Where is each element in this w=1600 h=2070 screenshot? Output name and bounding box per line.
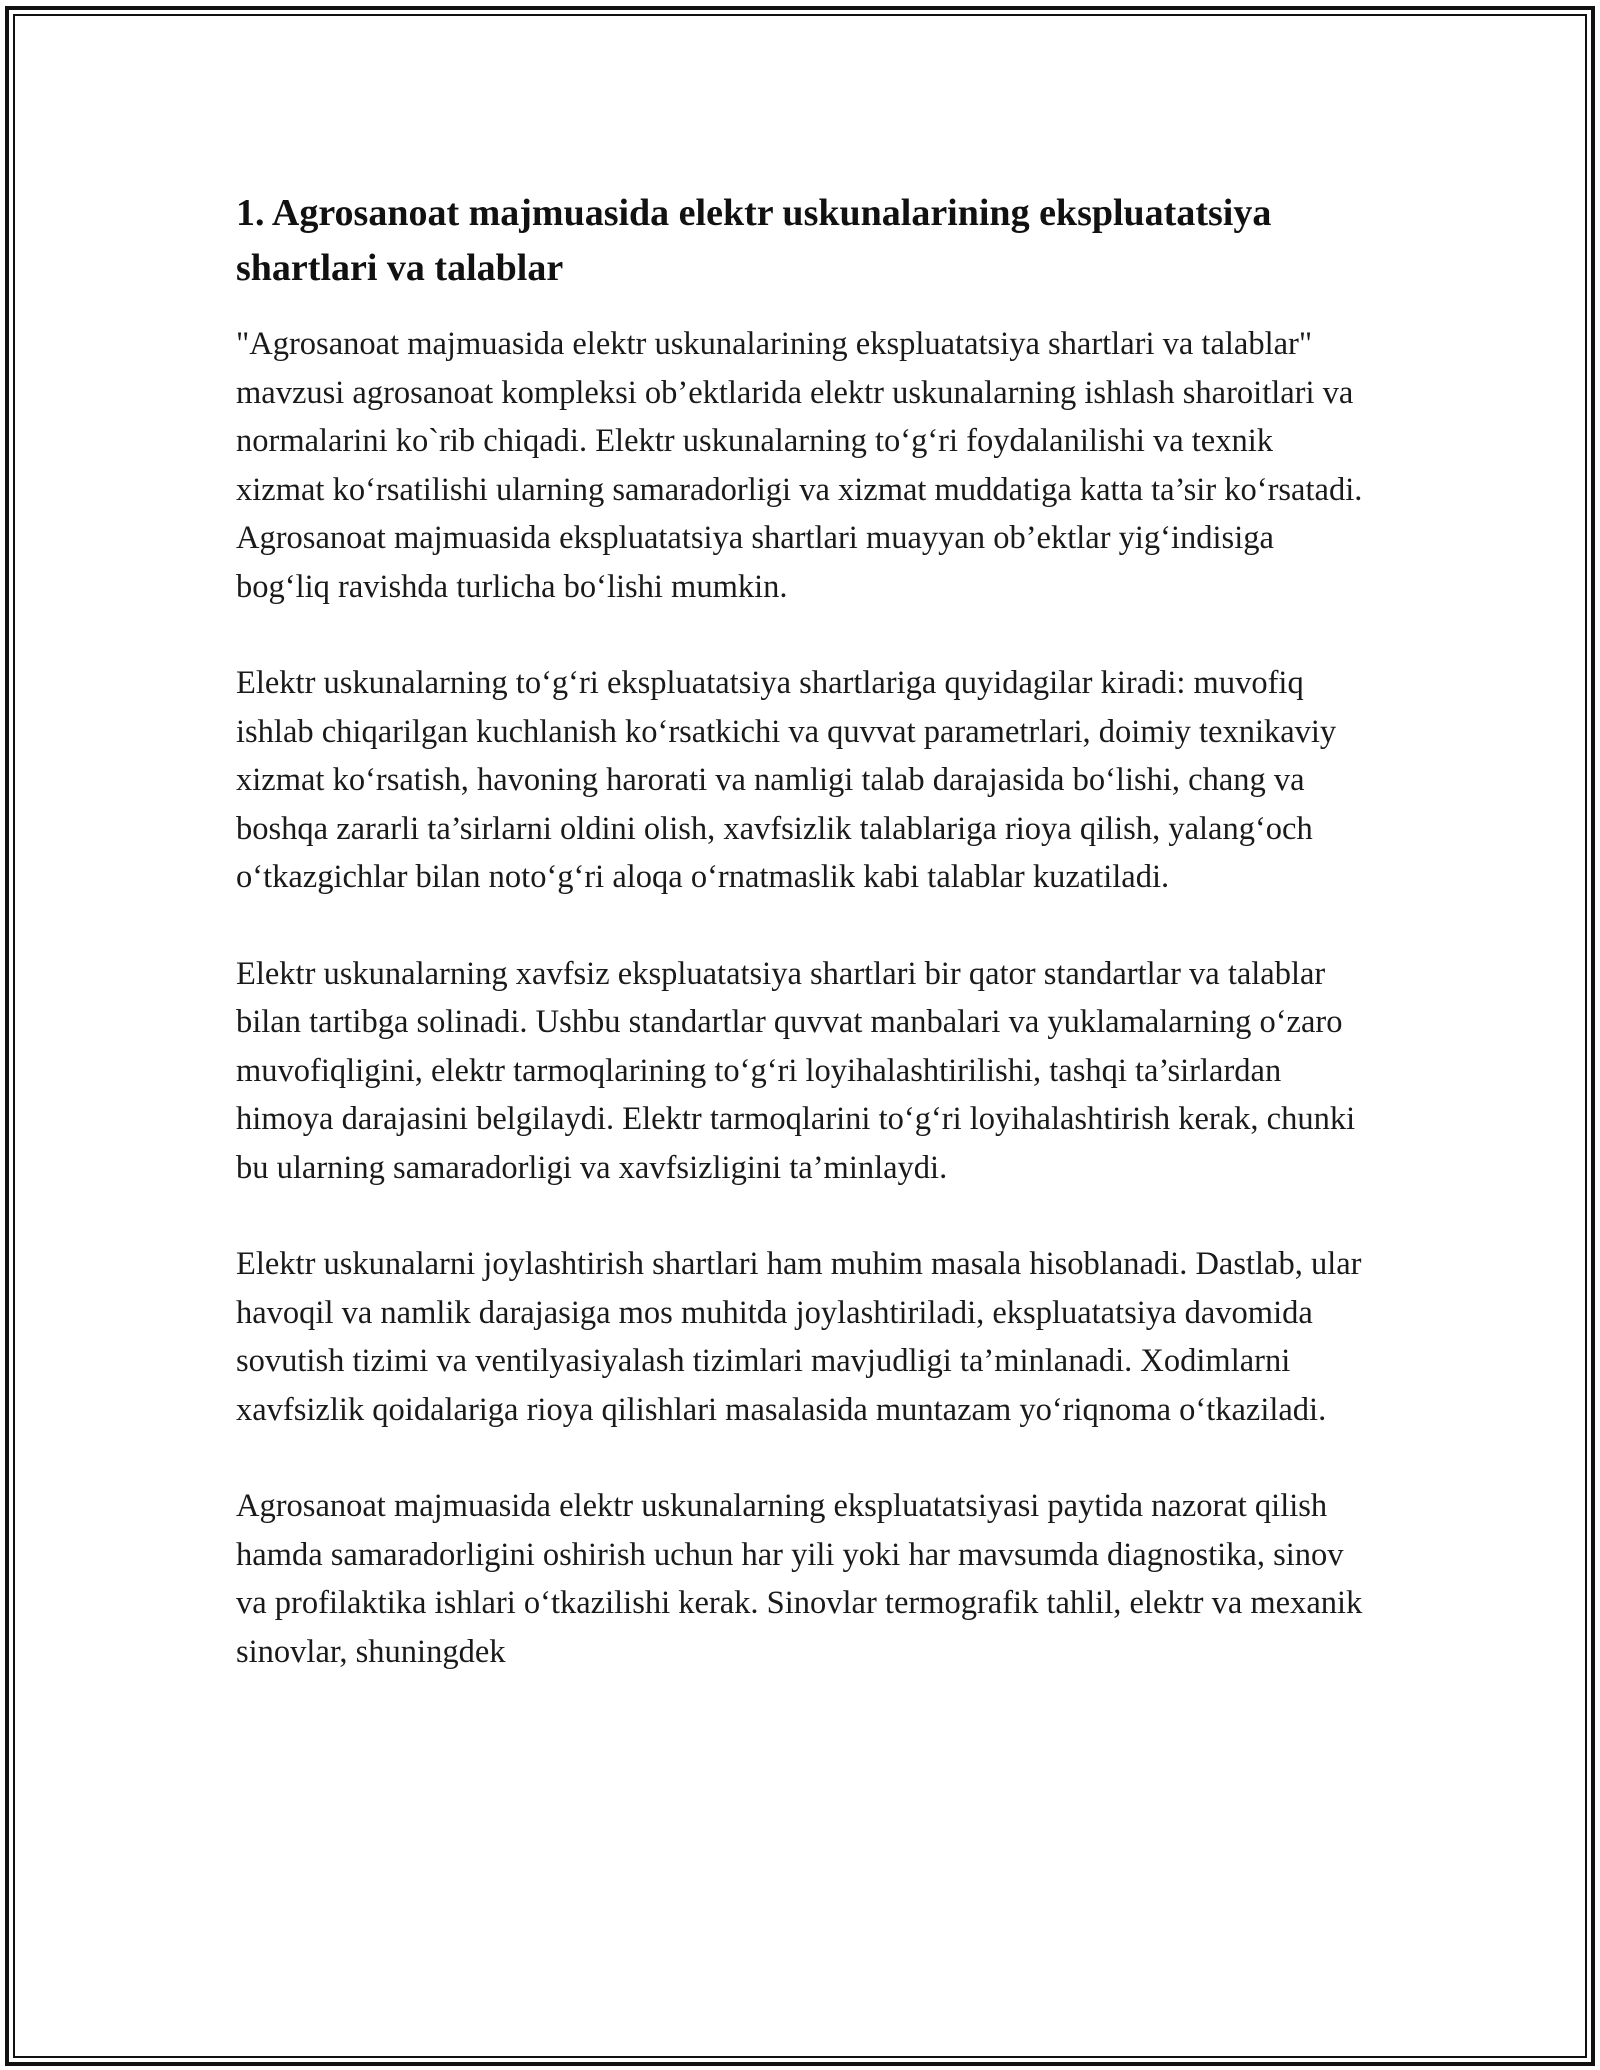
paragraph-1: "Agrosanoat majmuasida elektr uskunalarining ekspluatatsiya shartlari va talablar" mavzusi agrosanoat kompleksi ob’ektlarida elektr uskunalarning ishlash sharoitlari va normalarini ko`rib chiqadi. Elektr uskunalarning to‘g‘ri foydalanilishi va texnik xizmat ko‘rsatilishi ularning samaradorligi va xizmat muddatiga katta ta’sir ko‘rsatadi. Agrosanoat majmuasida ekspluatatsiya shartlari muayyan ob’ektlar yig‘indisiga bog‘liq ravishda turlicha bo‘lishi mumkin. — [236, 326, 1363, 605]
document-body — [236, 186, 1366, 1724]
paragraph-3: Elektr uskunalarning xavfsiz ekspluatatsiya shartlari bir qator standartlar va talablar bilan tartibga solinadi. Ushbu standartlar quvvat manbalari va yuklamalarning o‘zaro muvofiqligini, elektr tarmoqlarining to‘g‘ri loyihalashtirilishi, tashqi ta’sirlardan himoya darajasini belgilaydi. Elektr tarmoqlarini to‘g‘ri loyihalashtirish kerak, chunki bu ularning samaradorligi va xavfsizligini ta’minlaydi. — [236, 955, 1356, 1186]
section-heading: 1. Agrosanoat majmuasida elektr uskunalarining ekspluatatsiya shartlari va talablar — [236, 192, 1272, 289]
paragraph-5: Agrosanoat majmuasida elektr uskunalarning ekspluatatsiyasi paytida nazorat qilish hamda samaradorligini oshirish uchun har yili yoki har mavsumda diagnostika, sinov va profilaktika ishlari o‘tkazilishi kerak. Sinovlar termografik tahlil, elektr va mexanik sinovlar, shuningdek — [236, 1488, 1363, 1670]
paragraph-2: Elektr uskunalarning to‘g‘ri ekspluatatsiya shartlariga quyidagilar kiradi: muvofiq ishlab chiqarilgan kuchlanish ko‘rsatkichi va quvvat parametrlari, doimiy texnikaviy xizmat ko‘rsatish, havoning harorati va namligi talab darajasida bo‘lishi, chang va boshqa zararli ta’sirlarni oldini olish, xavfsizlik talablariga rioya qilish, yalang‘och o‘tkazgichlar bilan noto‘g‘ri aloqa o‘rnatmaslik kabi talablar kuzatiladi. — [236, 665, 1337, 895]
paragraph-4: Elektr uskunalarni joylashtirish shartlari ham muhim masala hisoblanadi. Dastlab, ular havoqil va namlik darajasiga mos muhitda joylashtiriladi, ekspluatatsiya davomida sovutish tizimi va ventilyasiyalash tizimlari mavjudligi ta’minlanadi. Xodimlarni xavfsizlik qoidalariga rioya qilishlari masalasida muntazam yo‘riqnoma o‘tkaziladi. — [236, 1246, 1362, 1428]
